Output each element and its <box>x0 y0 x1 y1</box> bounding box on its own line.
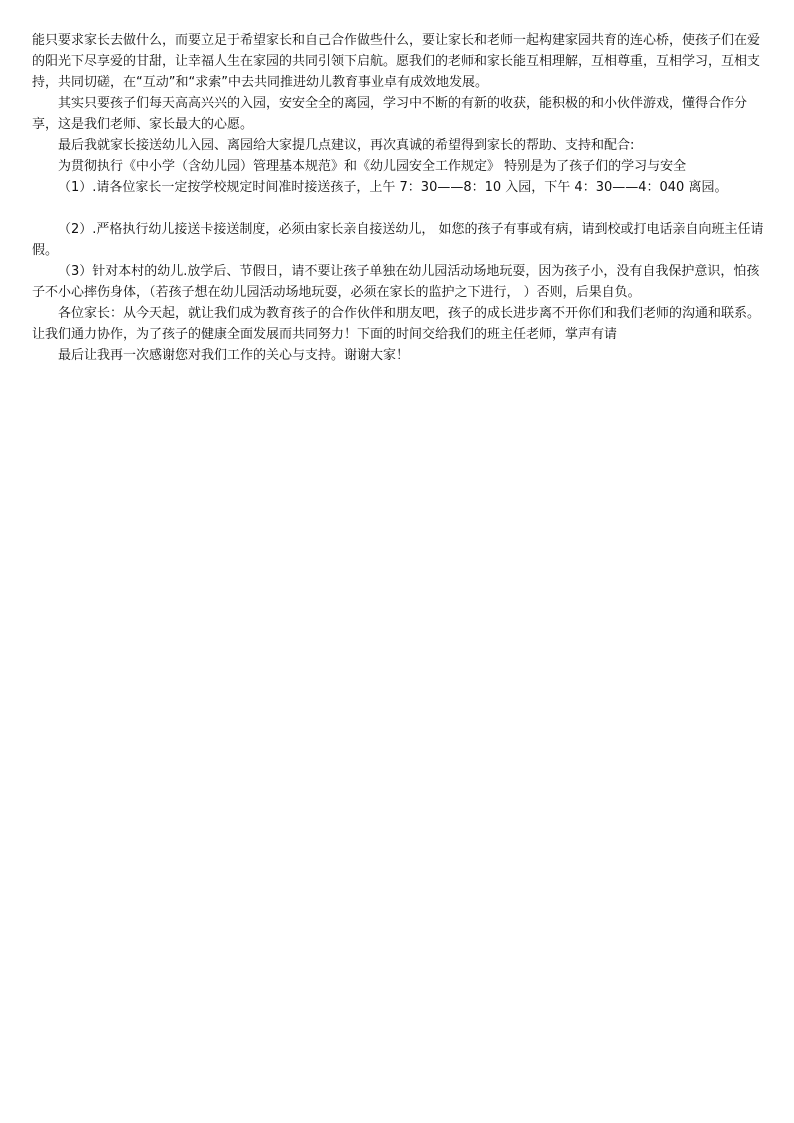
paragraph-cooperation: 能只要求家长去做什么，而要立足于希望家长和自己合作做些什么，要让家长和老师一起构建家园共育的连心桥，使孩子们在爱的阳光下尽享爱的甘甜，让幸福人生在家园的共同引领下启航。愿我们的老师和家长能互相理解，互相尊重，互相学习，互相支持，共同切磋，在“互动”和“求索”中去共同推进幼儿教育事业卓有成效地发展。 <box>32 33 761 90</box>
blank-line <box>32 198 766 219</box>
document-body <box>32 30 766 366</box>
paragraph-rule-3: （3）针对本村的幼儿.放学后、节假日，请不要让孩子单独在幼儿园活动场地玩耍，因为孩子小，没有自我保护意识，怕孩子不小心摔伤身体，（若孩子想在幼儿园活动场地玩耍，必须在家长的监护之下进行， ）否则，后果自负。 <box>32 264 760 300</box>
paragraph-closing: 最后让我再一次感谢您对我们工作的关心与支持。谢谢大家！ <box>58 348 410 363</box>
paragraph-regulations: 为贯彻执行《中小学（含幼儿园）管理基本规范》和《幼儿园安全工作规定》 特别是为了孩子们的学习与安全 <box>58 159 687 174</box>
paragraph-wish: 其实只要孩子们每天高高兴兴的入园，安安全全的离园，学习中不断的有新的收获，能积极的和小伙伴游戏，懂得合作分享，这是我们老师、家长最大的心愿。 <box>32 96 748 132</box>
paragraph-parents-address: 各位家长：从今天起，就让我们成为教育孩子的合作伙伴和朋友吧，孩子的成长进步离不开你们和我们老师的沟通和联系。让我们通力协作，为了孩子的健康全面发展而共同努力！下面的时间交给我们的班主任老师，掌声有请 <box>32 306 761 342</box>
paragraph-rule-2: （2）.严格执行幼儿接送卡接送制度，必须由家长亲自接送幼儿， 如您的孩子有事或有病，请到校或打电话亲自向班主任请假。 <box>32 222 764 258</box>
paragraph-rule-1: （1）.请各位家长一定按学校规定时间准时接送孩子，上午 7：30——8：10 入园，下午 4：30——4：040 离园。 <box>58 180 728 195</box>
paragraph-suggestions-intro: 最后我就家长接送幼儿入园、离园给大家提几点建议，再次真诚的希望得到家长的帮助、支持和配合: <box>58 138 635 153</box>
